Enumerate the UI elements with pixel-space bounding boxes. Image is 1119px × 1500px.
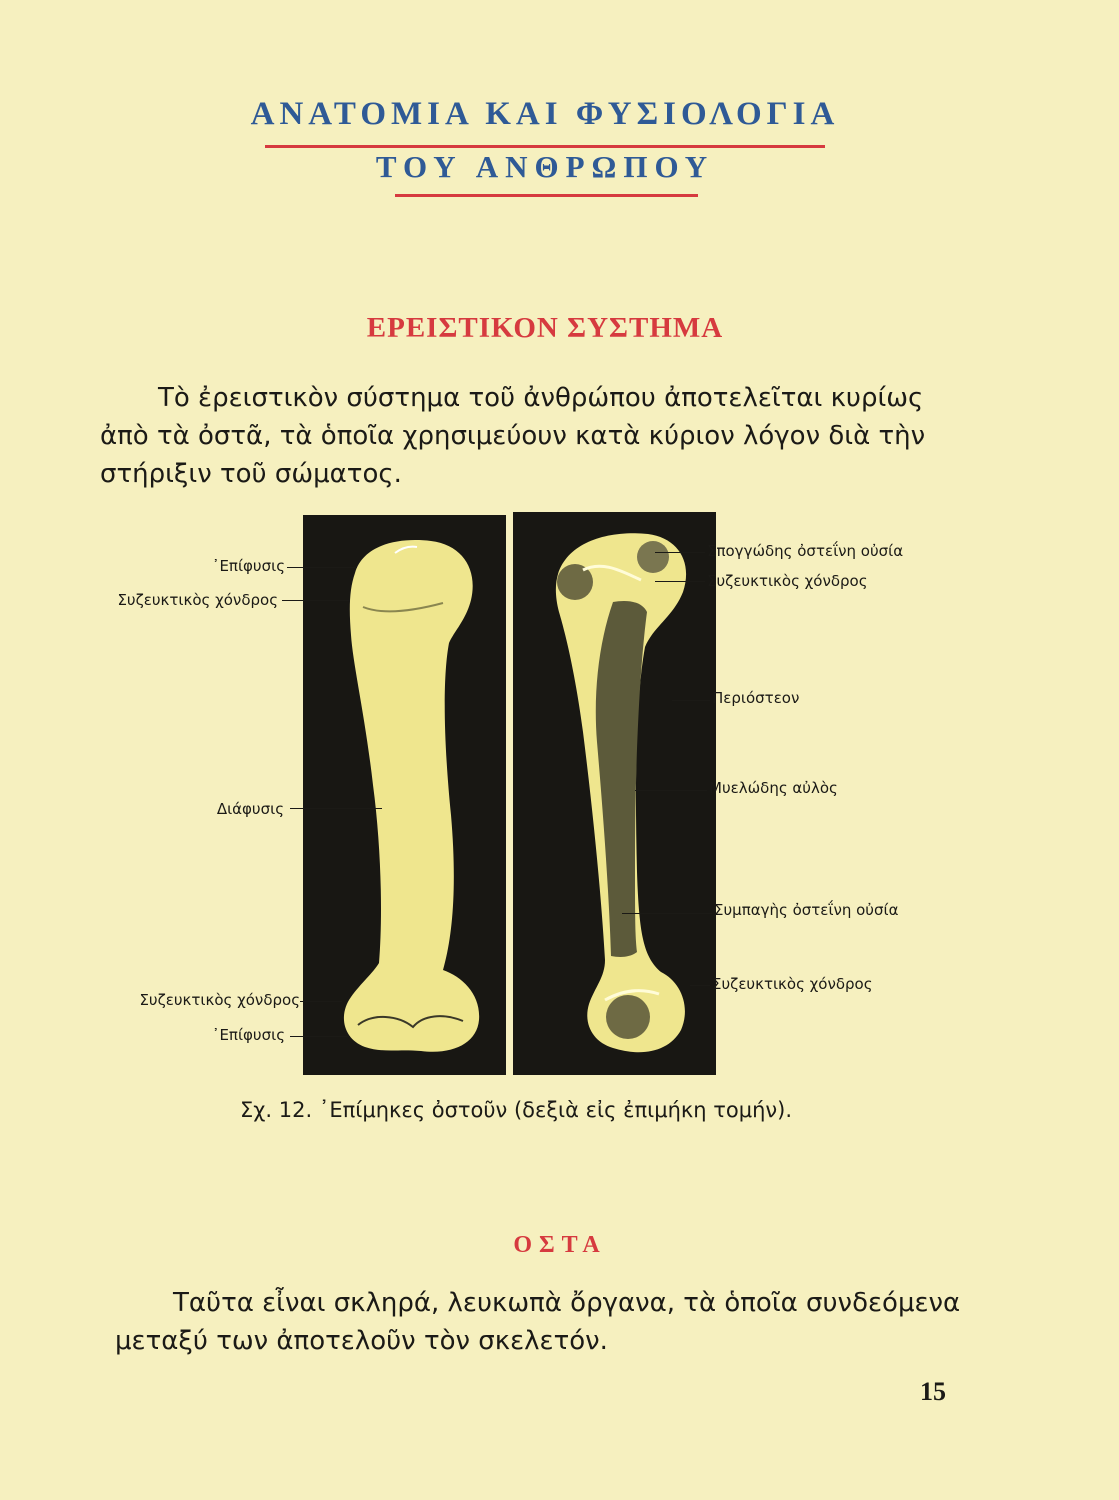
leader-line bbox=[300, 1001, 342, 1002]
leader-line bbox=[287, 567, 357, 568]
leader-line bbox=[622, 913, 712, 914]
bone-photo-whole bbox=[303, 515, 506, 1075]
leader-line bbox=[290, 808, 382, 809]
figure-caption: Σχ. 12. ᾿Επίμηκες ὀστοῦν (δεξιὰ εἰς ἐπιμήκη τομήν). bbox=[240, 1098, 793, 1122]
page-number: 15 bbox=[920, 1377, 946, 1406]
title-rule-lower bbox=[395, 194, 698, 197]
leader-line bbox=[282, 600, 350, 601]
bone-shape bbox=[344, 540, 479, 1052]
leader-line bbox=[655, 552, 705, 553]
book-title-line1: ΑΝΑΤΟΜΙΑ ΚΑΙ ΦΥΣΙΟΛΟΓΙΑ bbox=[250, 96, 840, 132]
spongy-bone-mark bbox=[606, 995, 650, 1039]
intro-paragraph bbox=[100, 379, 1000, 493]
label-diaphysis: Διάφυσις bbox=[216, 800, 284, 818]
whole-bone-illustration bbox=[303, 515, 506, 1075]
leader-line bbox=[672, 700, 710, 701]
leader-line bbox=[635, 790, 707, 791]
spongy-bone-mark bbox=[637, 541, 669, 573]
bones-line-2: μεταξύ των ἀποτελοῦν τὸν σκελετόν. bbox=[115, 1326, 608, 1356]
intro-line-3: στήριξιν τοῦ σώματος. bbox=[100, 459, 402, 489]
title-rule-upper bbox=[265, 145, 825, 148]
label-cartilage-top-left: Συζευκτικὸς χόνδρος bbox=[117, 591, 278, 609]
label-epiphysis-top: ᾿Επίφυσις bbox=[211, 557, 285, 575]
label-medullary-canal: Μυελώδης αὐλὸς bbox=[709, 779, 838, 797]
label-cartilage-bottom-right: Συζευκτικὸς χόνδρος bbox=[712, 975, 873, 993]
label-periosteum: Περιόστεον bbox=[712, 689, 800, 707]
book-title-line2: ΤΟΥ ΑΝΘΡΩΠΟΥ bbox=[375, 149, 715, 184]
section-bone-illustration bbox=[513, 512, 716, 1075]
label-cartilage-top-right: Συζευκτικὸς χόνδρος bbox=[707, 572, 868, 590]
label-cartilage-bottom-left: Συζευκτικὸς χόνδρος bbox=[139, 991, 300, 1009]
bone-photo-section bbox=[513, 512, 716, 1075]
label-compact-bone: Συμπαγὴς ὀστεΐνη οὐσία bbox=[714, 901, 899, 919]
intro-line-1: Τὸ ἐρειστικὸν σύστημα τοῦ ἀνθρώπου ἀποτελεῖται κυρίως bbox=[158, 383, 924, 413]
label-epiphysis-bottom: ᾿Επίφυσις bbox=[211, 1026, 285, 1044]
label-spongy-bone: Σπογγώδης ὀστεΐνη οὐσία bbox=[707, 542, 904, 560]
bones-line-1: Ταῦτα εἶναι σκληρά, λευκωπὰ ὄργανα, τὰ ὁποῖα συνδεόμενα bbox=[173, 1288, 961, 1318]
bones-heading: ΟΣΤΑ bbox=[513, 1232, 607, 1258]
bones-paragraph bbox=[115, 1284, 1015, 1360]
leader-line bbox=[690, 985, 710, 986]
intro-line-2: ἀπὸ τὰ ὀστᾶ, τὰ ὁποῖα χρησιμεύουν κατὰ κύριον λόγον διὰ τὴν bbox=[100, 421, 926, 451]
leader-line bbox=[290, 1036, 350, 1037]
section-heading: ΕΡΕΙΣΤΙΚΟΝ ΣΥΣΤΗΜΑ bbox=[366, 312, 724, 344]
leader-line bbox=[655, 581, 705, 582]
